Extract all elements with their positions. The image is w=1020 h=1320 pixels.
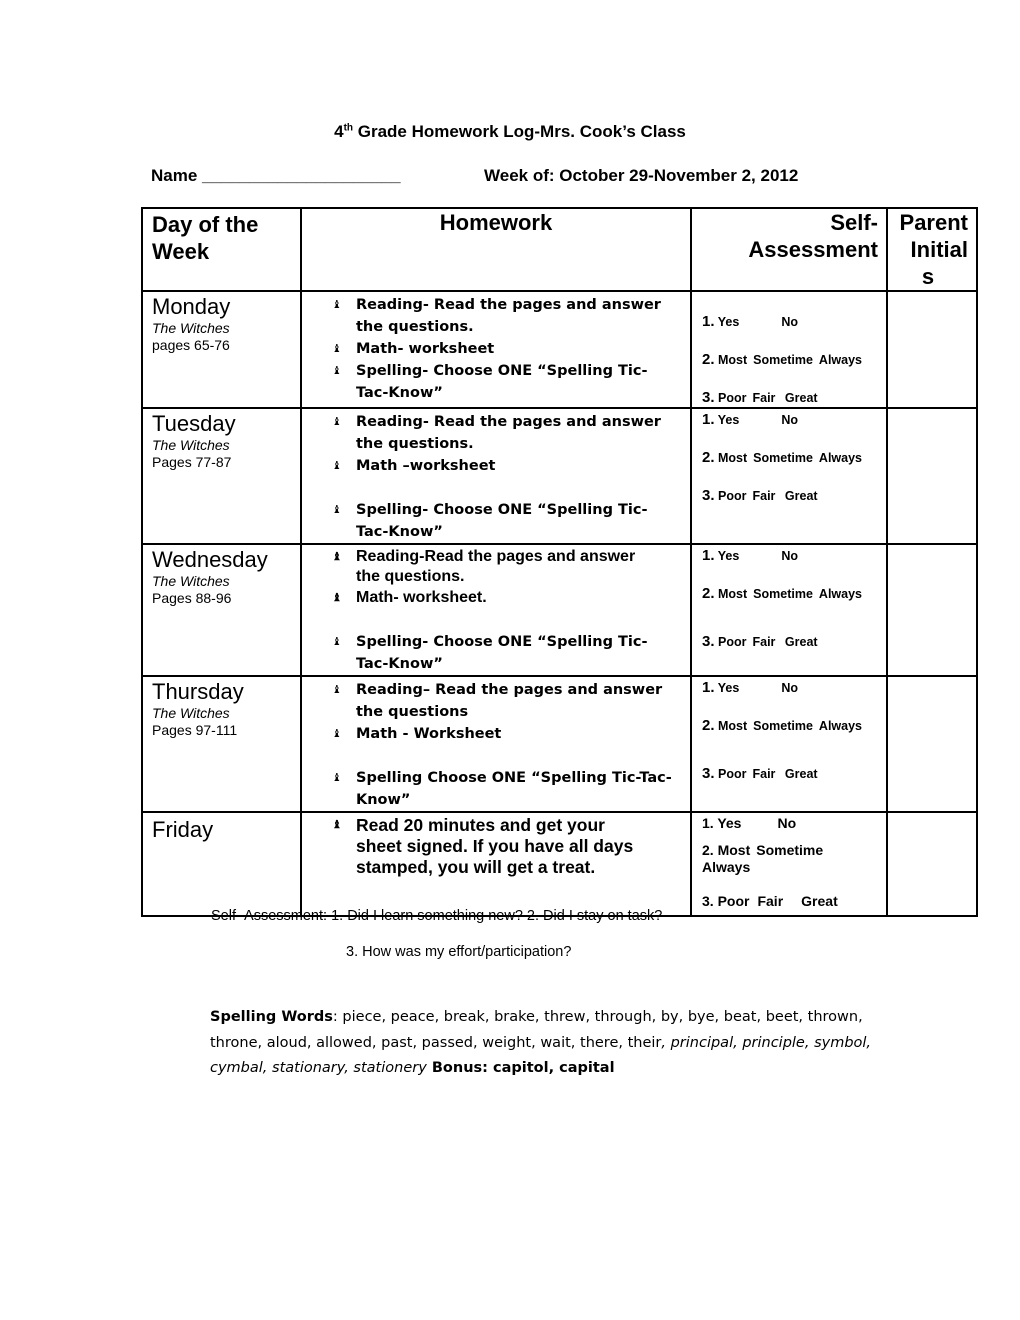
header-parent-initials: Parent Initial s [887,208,977,291]
table-header-row [142,208,977,291]
fleur-bullet-icon: ♝ [332,503,342,516]
day-cell-friday: Friday [142,812,301,916]
day-cell-tuesday: Tuesday The Witches Pages 77-87 [142,408,301,544]
table-row [142,812,977,916]
table-row [142,544,977,676]
homework-item: ♝ Math- worksheet. [332,587,686,609]
fleur-bullet-icon: ♝ [332,298,342,311]
header-self-assessment: Self- Assessment [691,208,887,291]
header-day-of-week: Day of the Week [142,208,301,291]
parent-initials-cell-tuesday[interactable] [887,408,977,544]
spelling-words-paragraph: Spelling Words: piece, peace, break, brake, threw, through, by, bye, beat, beet, thrown, throne, aloud, allowed, past, passed, weight, wait, there, their, principal, principle, symbol, cymbal, stationary, stationery Bonus: capitol, capital [210,1009,872,1076]
self-assessment-questions-line2: 3. How was my effort/participation? [346,944,572,960]
table-row [142,676,977,812]
header-homework: Homework [301,208,691,291]
homework-item: ♝ Spelling- Choose ONE “Spelling Tic- Tac-Know” [332,631,686,675]
homework-item: ♝ Math - Worksheet [332,723,686,745]
fleur-bullet-icon: ♝ [332,683,342,696]
self-assessment-cell-tuesday: 1. Yes No 2. Most Sometime Always 3. Poor Fair Great [691,408,887,544]
fleur-bullet-icon: ♝ [332,819,342,831]
week-of-label: Week of: October 29-November 2, 2012 [484,166,799,185]
fleur-bullet-icon: ♝ [332,771,342,784]
homework-item: ♝ Spelling- Choose ONE “Spelling Tic- Tac-Know” [332,360,686,404]
homework-item: ♝ Reading- Read the pages and answer the questions. [332,411,686,455]
self-assessment-cell-friday: 1. Yes No 2. Most Sometime Always 3. Poor Fair Great [691,812,887,916]
page-title: 4th Grade Homework Log-Mrs. Cook’s Class [334,122,686,141]
fleur-bullet-icon: ♝ [332,459,342,472]
homework-item: ♝ Math –worksheet [332,455,686,477]
homework-cell-friday [301,812,691,916]
homework-item: ♝ Reading-Read the pages and answer the questions. [332,548,636,585]
parent-initials-cell-friday[interactable] [887,812,977,916]
fleur-bullet-icon: ♝ [332,592,342,604]
self-assessment-cell-monday: 1. Yes No 2. Most Sometime Always 3. Poor Fair Great [691,291,887,408]
self-assessment-cell-thursday: 1. Yes No 2. Most Sometime Always 3. Poor Fair Great [691,676,887,812]
homework-item: ♝ Spelling- Choose ONE “Spelling Tic- Tac-Know” [332,499,686,543]
homework-cell-monday [301,291,691,408]
fleur-bullet-icon: ♝ [332,551,342,563]
day-cell-thursday: Thursday The Witches Pages 97-111 [142,676,301,812]
fleur-bullet-icon: ♝ [332,635,342,648]
fleur-bullet-icon: ♝ [332,364,342,377]
homework-cell-tuesday [301,408,691,544]
homework-cell-wednesday [301,544,691,676]
name-field-label: Name _____________________ [151,166,401,185]
homework-item: ♝ Reading– Read the pages and answer the questions [332,679,686,723]
homework-log-table [141,207,978,917]
homework-item: ♝ Reading- Read the pages and answer the questions. [332,294,686,338]
fleur-bullet-icon: ♝ [332,342,342,355]
table-row [142,408,977,544]
parent-initials-cell-monday[interactable] [887,291,977,408]
day-cell-wednesday: Wednesday The Witches Pages 88-96 [142,544,301,676]
day-cell-monday: Monday The Witches pages 65-76 [142,291,301,408]
table-row [142,291,977,408]
fleur-bullet-icon: ♝ [332,727,342,740]
parent-initials-cell-thursday[interactable] [887,676,977,812]
self-assessment-questions-line1: Self- Assessment: 1. Did I learn something new? 2. Did I stay on task? [211,908,663,924]
homework-cell-thursday [301,676,691,812]
parent-initials-cell-wednesday[interactable] [887,544,977,676]
self-assessment-cell-wednesday: 1. Yes No 2. Most Sometime Always 3. Poor Fair Great [691,544,887,676]
homework-item: ♝ Math- worksheet [332,338,686,360]
homework-item: ♝ Spelling Choose ONE “Spelling Tic-Tac- Know” [332,767,686,811]
homework-item: ♝ Read 20 minutes and get your sheet signed. If you have all days stamped, you will get a treat. [332,815,634,877]
fleur-bullet-icon: ♝ [332,415,342,428]
